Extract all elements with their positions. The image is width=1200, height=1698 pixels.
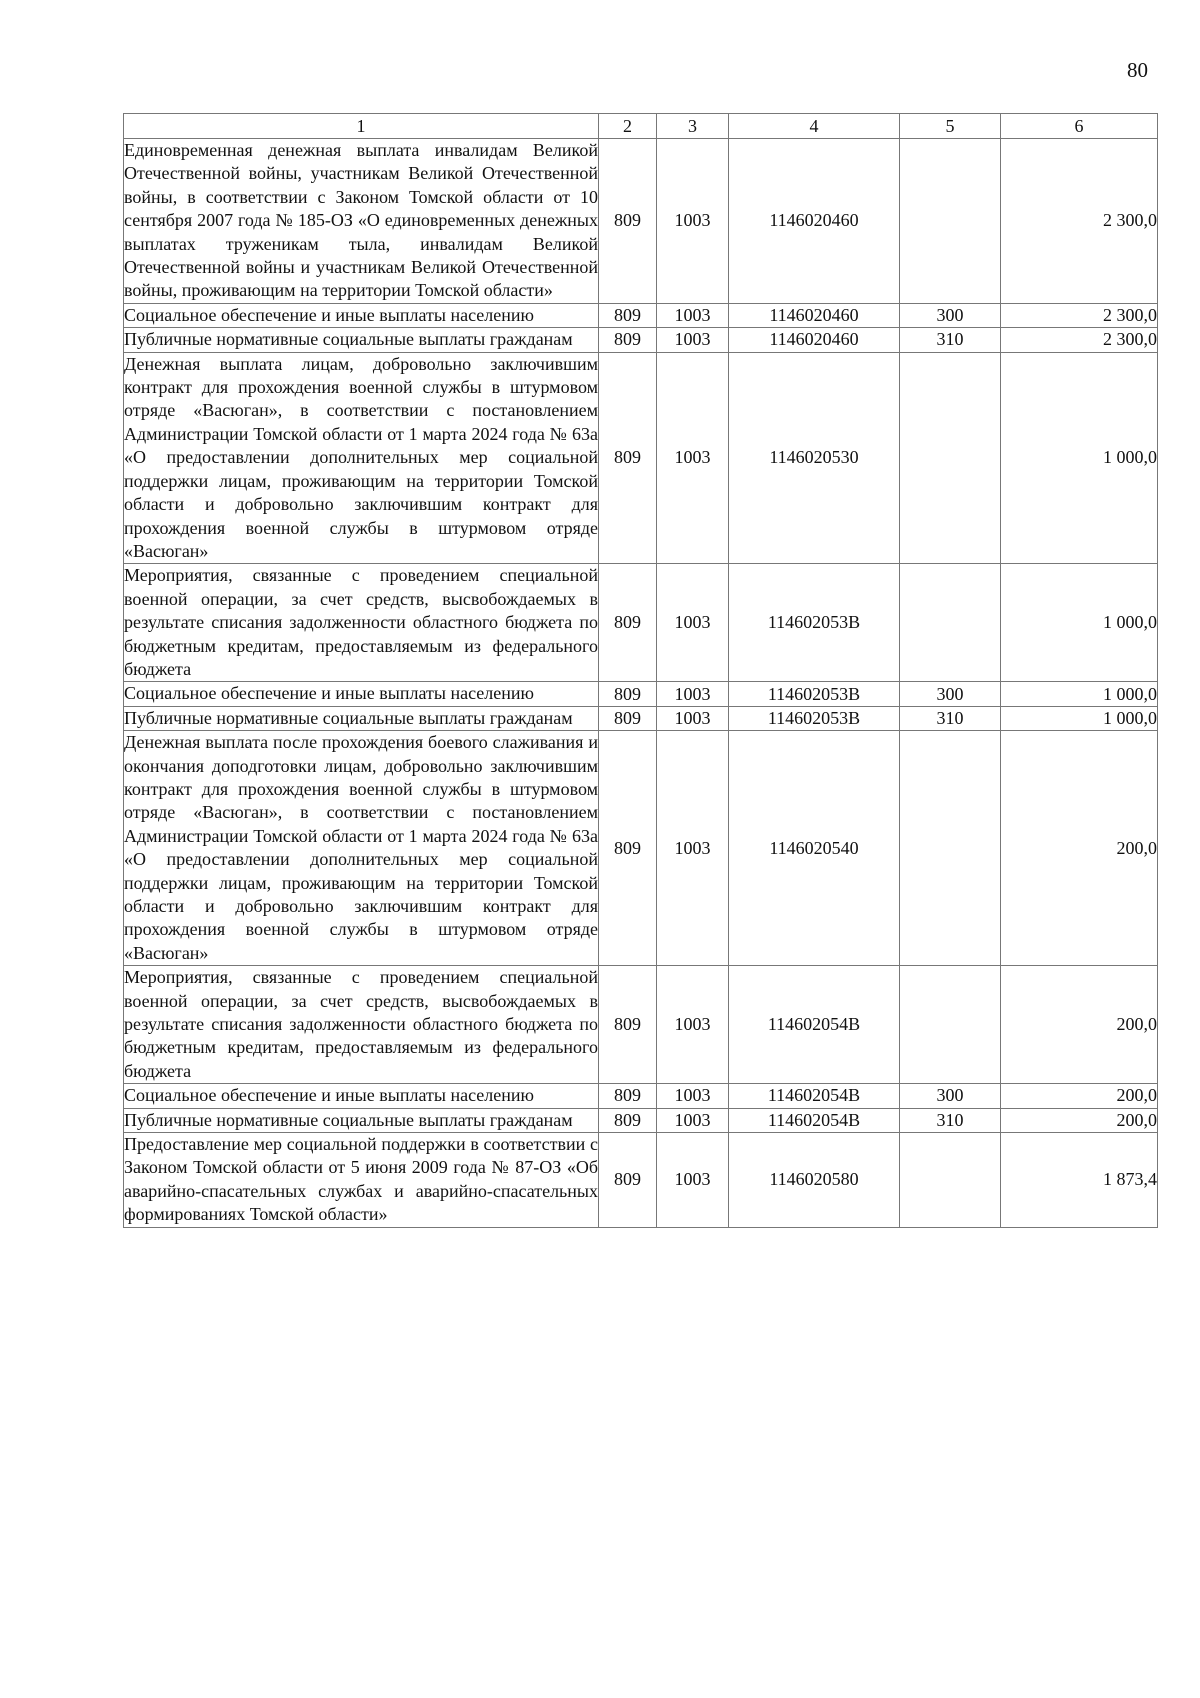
row-expense-type: 310 — [900, 706, 1001, 730]
row-ministry-code: 809 — [599, 1133, 657, 1228]
table-row — [124, 706, 1158, 730]
row-section-code: 1003 — [657, 1108, 729, 1132]
row-description: Денежная выплата лицам, добровольно заключившим контракт для прохождения военной службы в штурмовом отряде «Васюган», в соответствии с постановлением Администрации Томской области от 1 марта 2024 года № 63а «О предоставлении дополнительных мер социальной поддержки лицам, проживающим на территории Томской области и добровольно заключившим контракт для прохождения военной службы в штурмовом отряде «Васюган» — [124, 352, 599, 564]
row-section-code: 1003 — [657, 966, 729, 1084]
row-amount: 2 300,0 — [1001, 139, 1158, 304]
row-description: Мероприятия, связанные с проведением специальной военной операции, за счет средств, высвобождаемых в результате списания задолженности областного бюджета по бюджетным кредитам, предоставляемым из федерального бюджета — [124, 564, 599, 682]
row-section-code: 1003 — [657, 303, 729, 327]
row-expense-type: 300 — [900, 303, 1001, 327]
table-row — [124, 682, 1158, 706]
row-expense-type — [900, 966, 1001, 1084]
row-target-article: 1146020530 — [729, 352, 900, 564]
row-description: Социальное обеспечение и иные выплаты населению — [124, 303, 599, 327]
row-target-article: 1146020540 — [729, 731, 900, 966]
row-description: Публичные нормативные социальные выплаты гражданам — [124, 328, 599, 352]
row-expense-type — [900, 139, 1001, 304]
row-description: Социальное обеспечение и иные выплаты населению — [124, 682, 599, 706]
page-number: 80 — [1127, 58, 1148, 82]
row-target-article: 1146020580 — [729, 1133, 900, 1228]
row-section-code: 1003 — [657, 564, 729, 682]
table-row — [124, 1084, 1158, 1108]
row-description: Публичные нормативные социальные выплаты гражданам — [124, 1108, 599, 1132]
row-target-article: 114602053В — [729, 682, 900, 706]
column-header-6: 6 — [1001, 114, 1158, 139]
table-row — [124, 1108, 1158, 1132]
row-ministry-code: 809 — [599, 731, 657, 966]
row-ministry-code: 809 — [599, 564, 657, 682]
table-row — [124, 966, 1158, 1084]
table-row — [124, 139, 1158, 304]
row-description: Мероприятия, связанные с проведением специальной военной операции, за счет средств, высвобождаемых в результате списания задолженности областного бюджета по бюджетным кредитам, предоставляемым из федерального бюджета — [124, 966, 599, 1084]
row-amount: 1 000,0 — [1001, 706, 1158, 730]
table-row — [124, 564, 1158, 682]
row-amount: 1 000,0 — [1001, 564, 1158, 682]
row-amount: 200,0 — [1001, 1084, 1158, 1108]
row-ministry-code: 809 — [599, 303, 657, 327]
row-ministry-code: 809 — [599, 139, 657, 304]
row-target-article: 114602054В — [729, 966, 900, 1084]
row-expense-type — [900, 564, 1001, 682]
row-amount: 1 000,0 — [1001, 682, 1158, 706]
row-section-code: 1003 — [657, 139, 729, 304]
row-expense-type: 310 — [900, 328, 1001, 352]
column-header-5: 5 — [900, 114, 1001, 139]
row-expense-type — [900, 352, 1001, 564]
column-header-4: 4 — [729, 114, 900, 139]
table-row — [124, 1133, 1158, 1228]
table-header-row — [124, 114, 1158, 139]
row-target-article: 114602053В — [729, 706, 900, 730]
column-header-2: 2 — [599, 114, 657, 139]
row-amount: 1 000,0 — [1001, 352, 1158, 564]
row-amount: 200,0 — [1001, 731, 1158, 966]
row-section-code: 1003 — [657, 731, 729, 966]
row-description: Предоставление мер социальной поддержки в соответствии с Законом Томской области от 5 июня 2009 года № 87-ОЗ «Об аварийно-спасательных службах и аварийно-спасательных формированиях Томской области» — [124, 1133, 599, 1228]
row-target-article: 114602054В — [729, 1108, 900, 1132]
table-row — [124, 352, 1158, 564]
row-target-article: 114602054В — [729, 1084, 900, 1108]
budget-table — [123, 113, 1158, 1228]
row-ministry-code: 809 — [599, 682, 657, 706]
row-amount: 2 300,0 — [1001, 303, 1158, 327]
row-description: Публичные нормативные социальные выплаты гражданам — [124, 706, 599, 730]
column-header-1: 1 — [124, 114, 599, 139]
row-target-article: 1146020460 — [729, 139, 900, 304]
row-section-code: 1003 — [657, 352, 729, 564]
row-ministry-code: 809 — [599, 328, 657, 352]
row-expense-type: 310 — [900, 1108, 1001, 1132]
row-section-code: 1003 — [657, 328, 729, 352]
row-ministry-code: 809 — [599, 966, 657, 1084]
row-section-code: 1003 — [657, 1133, 729, 1228]
column-header-3: 3 — [657, 114, 729, 139]
table-row — [124, 303, 1158, 327]
row-section-code: 1003 — [657, 682, 729, 706]
row-ministry-code: 809 — [599, 1108, 657, 1132]
row-expense-type — [900, 1133, 1001, 1228]
row-amount: 200,0 — [1001, 1108, 1158, 1132]
row-expense-type: 300 — [900, 1084, 1001, 1108]
row-description: Единовременная денежная выплата инвалидам Великой Отечественной войны, участникам Великой Отечественной войны, в соответствии с Законом Томской области от 10 сентября 2007 года № 185-ОЗ «О единовременных денежных выплатах труженикам тыла, инвалидам Великой Отечественной войны и участникам Великой Отечественной войны, проживающим на территории Томской области» — [124, 139, 599, 304]
table-row — [124, 731, 1158, 966]
row-amount: 1 873,4 — [1001, 1133, 1158, 1228]
table-row — [124, 328, 1158, 352]
row-target-article: 1146020460 — [729, 328, 900, 352]
row-ministry-code: 809 — [599, 352, 657, 564]
row-amount: 200,0 — [1001, 966, 1158, 1084]
row-ministry-code: 809 — [599, 1084, 657, 1108]
row-amount: 2 300,0 — [1001, 328, 1158, 352]
row-expense-type — [900, 731, 1001, 966]
row-expense-type: 300 — [900, 682, 1001, 706]
row-target-article: 1146020460 — [729, 303, 900, 327]
row-target-article: 114602053В — [729, 564, 900, 682]
row-ministry-code: 809 — [599, 706, 657, 730]
row-description: Социальное обеспечение и иные выплаты населению — [124, 1084, 599, 1108]
row-section-code: 1003 — [657, 706, 729, 730]
row-description: Денежная выплата после прохождения боевого слаживания и окончания доподготовки лицам, добровольно заключившим контракт для прохождения военной службы в штурмовом отряде «Васюган», в соответствии с постановлением Администрации Томской области от 1 марта 2024 года № 63а «О предоставлении дополнительных мер социальной поддержки лицам, проживающим на территории Томской области и добровольно заключившим контракт для прохождения военной службы в штурмовом отряде «Васюган» — [124, 731, 599, 966]
row-section-code: 1003 — [657, 1084, 729, 1108]
